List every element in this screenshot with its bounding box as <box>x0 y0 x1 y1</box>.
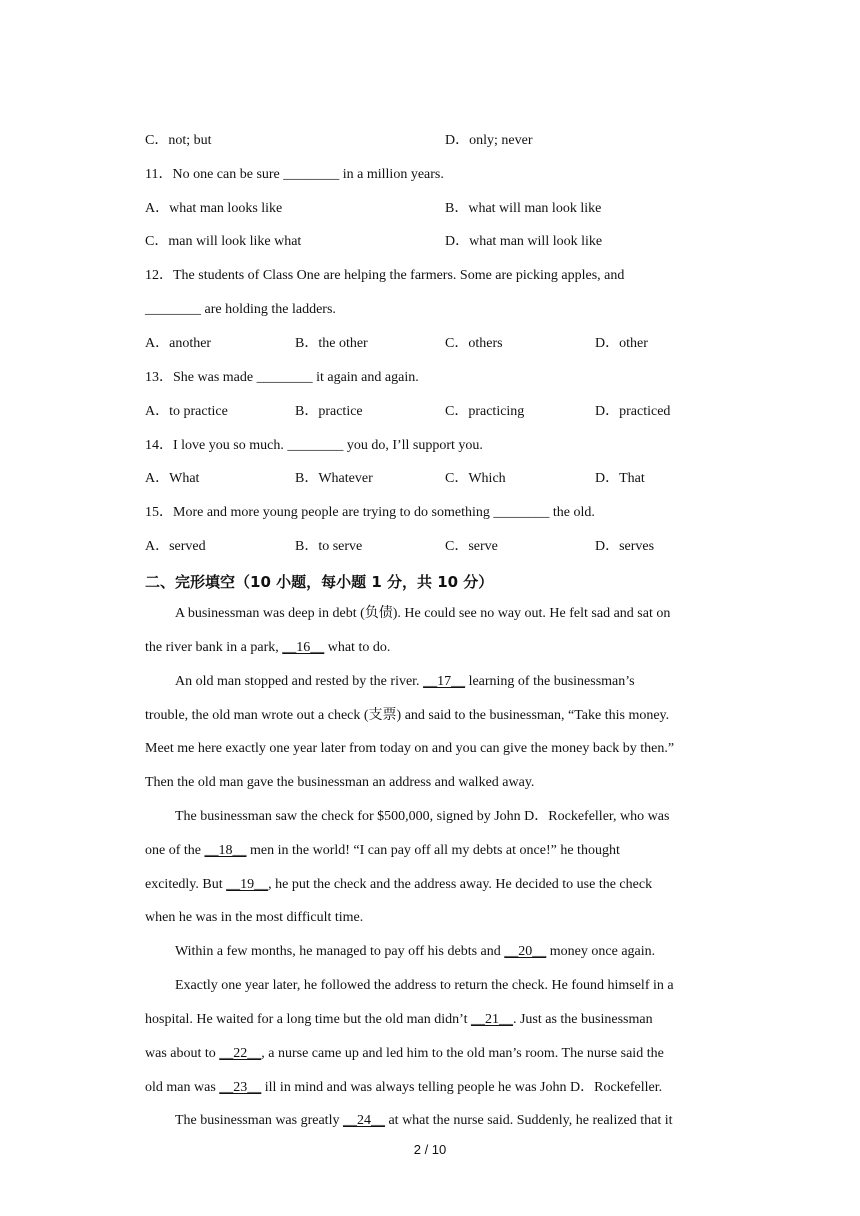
passage-text: at what the nurse said. Suddenly, he realized that it <box>384 1113 673 1128</box>
blank-18[interactable]: __18__ <box>204 843 247 858</box>
passage-text: hospital. He waited for a long time but the old man didn’t <box>145 1012 471 1027</box>
passage-text: was about to <box>145 1046 220 1061</box>
passage-line: Exactly one year later, he followed the address to return the check. He found himself in a <box>175 978 674 993</box>
passage-line: Meet me here exactly one year later from today on and you can give the money back by then.” <box>145 741 675 756</box>
blank-21[interactable]: __21__ <box>470 1012 513 1027</box>
passage-line <box>175 673 755 691</box>
q12-option-d[interactable]: D．other <box>595 336 648 351</box>
q13-option-d[interactable]: D．practiced <box>595 404 671 419</box>
passage-line <box>145 842 725 860</box>
passage-text: excitedly. But <box>145 877 227 892</box>
q11-option-d[interactable]: D．what man will look like <box>445 234 603 249</box>
passage-text: ill in mind and was always telling people he was John D．Rockefeller. <box>261 1080 663 1095</box>
section-heading-cloze: 二、完形填空（10 小题，每小题 1 分，共 10 分） <box>145 573 494 591</box>
q15-option-d[interactable]: D．serves <box>595 539 655 554</box>
q14-option-c[interactable]: C．Which <box>445 471 506 486</box>
q15-option-b[interactable]: B．to serve <box>295 539 363 554</box>
passage-text: The businessman was greatly <box>175 1113 343 1128</box>
q15-stem: 15．More and more young people are trying to do something ________ the old. <box>145 505 595 520</box>
blank-17[interactable]: __17__ <box>423 674 466 689</box>
passage-text: old man was <box>145 1080 220 1095</box>
passage-line <box>145 1045 725 1063</box>
passage-text: , a nurse came up and led him to the old man’s room. The nurse said the <box>261 1046 664 1061</box>
passage-line: A businessman was deep in debt (负债). He could see no way out. He felt sad and sat on <box>175 606 671 621</box>
passage-text: An old man stopped and rested by the river. <box>175 674 424 689</box>
passage-text: . Just as the businessman <box>512 1012 653 1027</box>
passage-text: , he put the check and the address away. He decided to use the check <box>268 877 653 892</box>
blank-23[interactable]: __23__ <box>219 1080 262 1095</box>
passage-text: learning of the businessman’s <box>465 674 635 689</box>
blank-22[interactable]: __22__ <box>219 1046 262 1061</box>
passage-text: Within a few months, he managed to pay off his debts and <box>175 944 505 959</box>
passage-line: when he was in the most difficult time. <box>145 910 364 925</box>
passage-line <box>145 876 725 894</box>
q10-option-c[interactable]: C．not; but <box>145 133 212 148</box>
passage-line <box>145 1079 725 1097</box>
q15-option-c[interactable]: C．serve <box>445 539 498 554</box>
q12-option-c[interactable]: C．others <box>445 336 503 351</box>
passage-line <box>175 1112 755 1130</box>
q13-option-b[interactable]: B．practice <box>295 404 363 419</box>
q15-option-a[interactable]: A．served <box>145 539 206 554</box>
q10-option-d[interactable]: D．only; never <box>445 133 533 148</box>
passage-text: money once again. <box>546 944 656 959</box>
passage-line: trouble, the old man wrote out a check (支票) and said to the businessman, “Take this money. <box>145 708 670 723</box>
passage-line <box>145 639 725 657</box>
q13-option-a[interactable]: A．to practice <box>145 404 228 419</box>
q12-stem-line2: ________ are holding the ladders. <box>145 302 336 317</box>
q11-option-c[interactable]: C．man will look like what <box>145 234 302 249</box>
q12-stem-line1: 12．The students of Class One are helping the farmers. Some are picking apples, and <box>145 268 625 283</box>
q12-option-a[interactable]: A．another <box>145 336 212 351</box>
q14-option-d[interactable]: D．That <box>595 471 645 486</box>
blank-19[interactable]: __19__ <box>226 877 269 892</box>
q13-stem: 13．She was made ________ it again and again. <box>145 370 419 385</box>
passage-line: Then the old man gave the businessman an address and walked away. <box>145 775 535 790</box>
passage-line <box>175 943 755 961</box>
passage-text: the river bank in a park, <box>145 640 283 655</box>
q14-option-a[interactable]: A．What <box>145 471 200 486</box>
q12-option-b[interactable]: B．the other <box>295 336 368 351</box>
q11-stem: 11．No one can be sure ________ in a million years. <box>145 167 444 182</box>
blank-24[interactable]: __24__ <box>342 1113 385 1128</box>
q13-option-c[interactable]: C．practicing <box>445 404 525 419</box>
q14-option-b[interactable]: B．Whatever <box>295 471 373 486</box>
q11-option-b[interactable]: B．what will man look like <box>445 201 602 216</box>
passage-text: what to do. <box>324 640 391 655</box>
passage-line: The businessman saw the check for $500,000, signed by John D．Rockefeller, who was <box>175 809 670 824</box>
q11-option-a[interactable]: A．what man looks like <box>145 201 283 216</box>
passage-text: men in the world! “I can pay off all my debts at once!” he thought <box>246 843 620 858</box>
q14-stem: 14．I love you so much. ________ you do, I’ll support you. <box>145 438 483 453</box>
passage-line <box>145 1011 725 1029</box>
blank-20[interactable]: __20__ <box>504 944 547 959</box>
passage-text: one of the <box>145 843 205 858</box>
blank-16[interactable]: __16__ <box>282 640 325 655</box>
page-number: 2 / 10 <box>413 1142 447 1157</box>
